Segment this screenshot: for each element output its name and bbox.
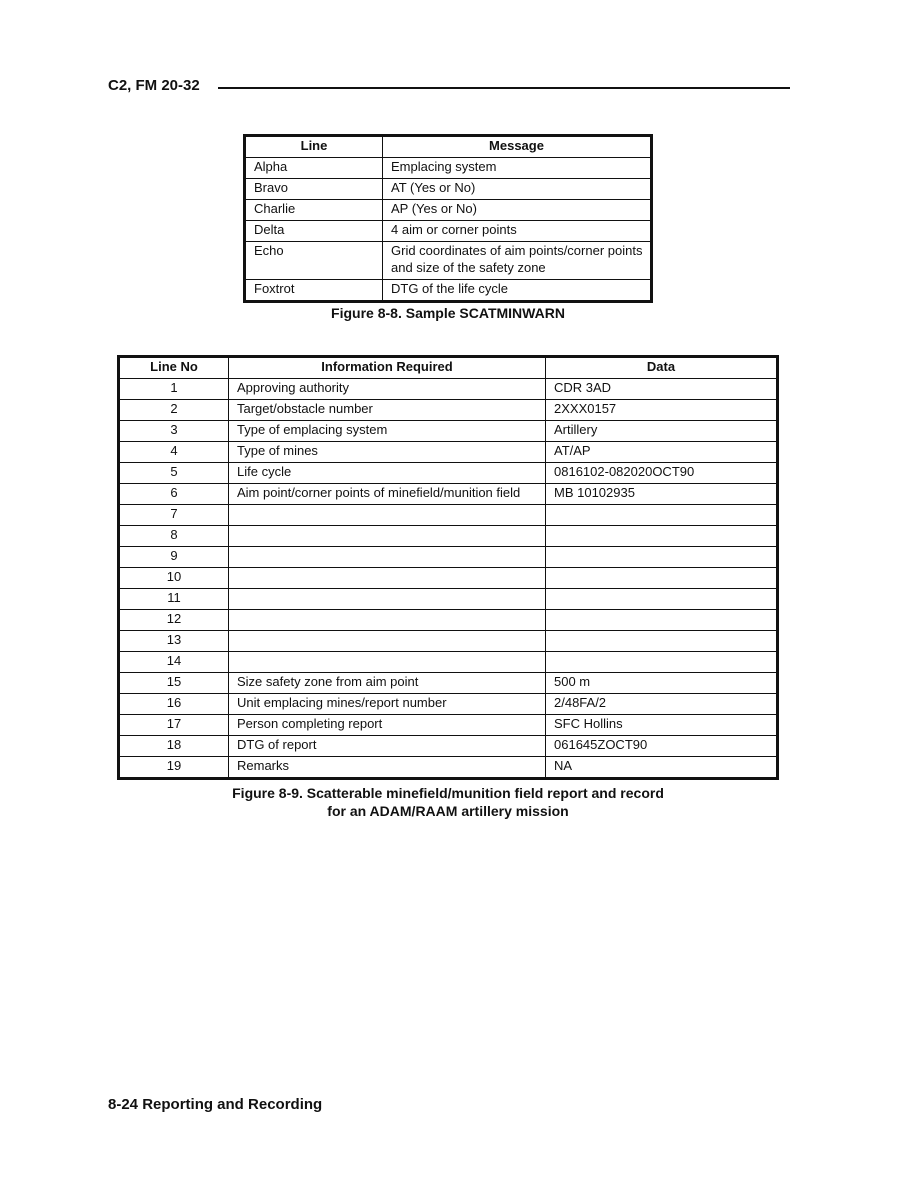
line-cell: Alpha — [245, 158, 383, 179]
data-cell: MB 10102935 — [546, 484, 778, 505]
table-row — [119, 757, 778, 779]
table-row — [119, 400, 778, 421]
figure-caption-8-9 — [117, 784, 779, 820]
table-row — [119, 589, 778, 610]
information-cell — [229, 526, 546, 547]
table-row — [119, 715, 778, 736]
information-cell — [229, 652, 546, 673]
information-cell: Person completing report — [229, 715, 546, 736]
line-no-cell: 17 — [119, 715, 229, 736]
table-row — [119, 442, 778, 463]
table-row — [245, 242, 652, 280]
information-cell — [229, 547, 546, 568]
column-header-message: Message — [383, 136, 652, 158]
table-row — [119, 736, 778, 757]
information-cell: Target/obstacle number — [229, 400, 546, 421]
information-cell: Type of emplacing system — [229, 421, 546, 442]
line-no-cell: 13 — [119, 631, 229, 652]
table-row — [119, 610, 778, 631]
column-header-line: Line — [245, 136, 383, 158]
line-no-cell: 7 — [119, 505, 229, 526]
column-header-information: Information Required — [229, 357, 546, 379]
table-row — [119, 673, 778, 694]
line-cell: Charlie — [245, 200, 383, 221]
information-cell: DTG of report — [229, 736, 546, 757]
information-cell — [229, 631, 546, 652]
line-no-cell: 15 — [119, 673, 229, 694]
line-no-cell: 19 — [119, 757, 229, 779]
line-no-cell: 11 — [119, 589, 229, 610]
data-cell — [546, 505, 778, 526]
data-cell: SFC Hollins — [546, 715, 778, 736]
information-cell: Life cycle — [229, 463, 546, 484]
line-no-cell: 12 — [119, 610, 229, 631]
data-cell: 2XXX0157 — [546, 400, 778, 421]
data-cell: 0816102-082020OCT90 — [546, 463, 778, 484]
data-cell — [546, 547, 778, 568]
figure-caption-8-8: Figure 8-8. Sample SCATMINWARN — [331, 305, 565, 321]
line-no-cell: 10 — [119, 568, 229, 589]
table-row — [119, 463, 778, 484]
data-cell: 061645ZOCT90 — [546, 736, 778, 757]
information-cell — [229, 610, 546, 631]
information-cell — [229, 505, 546, 526]
data-cell — [546, 652, 778, 673]
document-id: C2, FM 20-32 — [108, 77, 200, 94]
column-header-line-no: Line No — [119, 357, 229, 379]
line-no-cell: 8 — [119, 526, 229, 547]
message-cell: AT (Yes or No) — [383, 179, 652, 200]
table-row — [119, 526, 778, 547]
information-cell: Remarks — [229, 757, 546, 779]
message-cell: AP (Yes or No) — [383, 200, 652, 221]
table-header-row — [245, 136, 652, 158]
caption-line-1: Figure 8-9. Scatterable minefield/munition field report and record — [232, 785, 664, 801]
line-cell: Echo — [245, 242, 383, 280]
table-row — [119, 484, 778, 505]
line-cell: Foxtrot — [245, 280, 383, 302]
minefield-report-table — [117, 355, 779, 780]
data-cell: 500 m — [546, 673, 778, 694]
line-no-cell: 1 — [119, 379, 229, 400]
line-cell: Bravo — [245, 179, 383, 200]
information-cell — [229, 568, 546, 589]
line-no-cell: 9 — [119, 547, 229, 568]
line-no-cell: 14 — [119, 652, 229, 673]
table-row — [245, 179, 652, 200]
line-no-cell: 3 — [119, 421, 229, 442]
table-row — [119, 652, 778, 673]
data-cell: NA — [546, 757, 778, 779]
message-cell: DTG of the life cycle — [383, 280, 652, 302]
page-header — [108, 77, 790, 99]
table-row — [119, 631, 778, 652]
data-cell — [546, 631, 778, 652]
message-cell: Emplacing system — [383, 158, 652, 179]
line-no-cell: 4 — [119, 442, 229, 463]
line-no-cell: 16 — [119, 694, 229, 715]
column-header-data: Data — [546, 357, 778, 379]
data-cell: 2/48FA/2 — [546, 694, 778, 715]
caption-line-2: for an ADAM/RAAM artillery mission — [327, 803, 569, 819]
data-cell — [546, 526, 778, 547]
table-row — [119, 694, 778, 715]
information-cell: Aim point/corner points of minefield/munition field — [229, 484, 546, 505]
table-row — [245, 200, 652, 221]
line-no-cell: 18 — [119, 736, 229, 757]
information-cell — [229, 589, 546, 610]
data-cell — [546, 568, 778, 589]
line-no-cell: 6 — [119, 484, 229, 505]
table-row — [245, 158, 652, 179]
table-row — [119, 421, 778, 442]
scatminwarn-table — [243, 134, 653, 303]
table-row — [119, 547, 778, 568]
data-cell: CDR 3AD — [546, 379, 778, 400]
message-cell: Grid coordinates of aim points/corner points and size of the safety zone — [383, 242, 652, 280]
line-cell: Delta — [245, 221, 383, 242]
table-row — [245, 280, 652, 302]
data-cell: AT/AP — [546, 442, 778, 463]
page-footer: 8-24 Reporting and Recording — [108, 1096, 323, 1113]
header-rule — [218, 87, 790, 89]
table-row — [119, 505, 778, 526]
table-row — [119, 379, 778, 400]
information-cell: Type of mines — [229, 442, 546, 463]
data-cell — [546, 610, 778, 631]
line-no-cell: 2 — [119, 400, 229, 421]
table-row — [245, 221, 652, 242]
table-header-row — [119, 357, 778, 379]
message-cell: 4 aim or corner points — [383, 221, 652, 242]
data-cell: Artillery — [546, 421, 778, 442]
information-cell: Approving authority — [229, 379, 546, 400]
information-cell: Unit emplacing mines/report number — [229, 694, 546, 715]
table-row — [119, 568, 778, 589]
information-cell: Size safety zone from aim point — [229, 673, 546, 694]
data-cell — [546, 589, 778, 610]
line-no-cell: 5 — [119, 463, 229, 484]
